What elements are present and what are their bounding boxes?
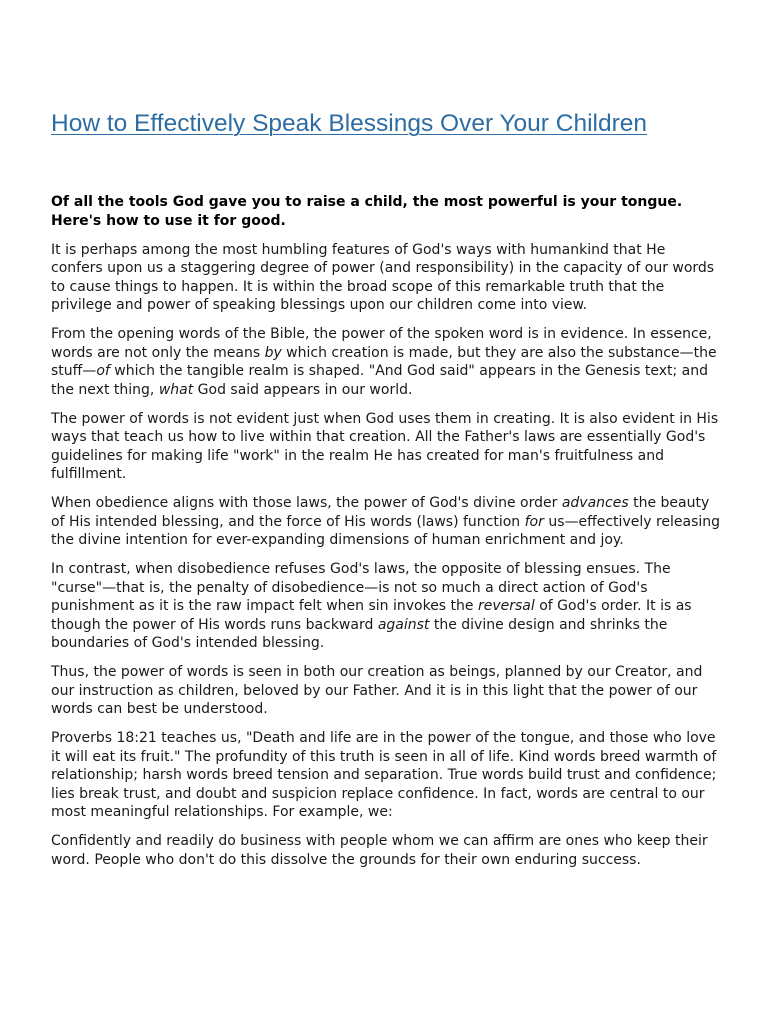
- article-body: [51, 193, 721, 880]
- text-run: which creation is made, but they are also the substance—the: [281, 344, 717, 361]
- emphasis-of: of: [96, 363, 110, 379]
- text-line: [51, 362, 721, 381]
- text-line: The power of words is not evident just when God uses them in creating. It is also evident in His: [51, 410, 719, 427]
- text-line: It is perhaps among the most humbling features of God's ways with humankind that He: [51, 241, 666, 258]
- text-run: us—effectively releasing: [543, 513, 721, 530]
- text-line: [51, 344, 721, 363]
- text-line: [51, 494, 721, 513]
- text-run: words are not only the means: [51, 344, 265, 361]
- text-run: of God's order. It is as: [534, 598, 692, 614]
- paragraph-5: [51, 560, 721, 653]
- paragraph-3: [51, 410, 721, 484]
- text-run: punishment as it is the raw impact felt when sin invokes the: [51, 598, 478, 614]
- text-line: words can best be understood.: [51, 701, 268, 717]
- text-line: lies break trust, and doubt and suspicion replace confidence. In fact, words are central to our: [51, 785, 705, 802]
- text-line: "curse"—that is, the penalty of disobedience—is not so much a direct action of God's: [51, 579, 648, 596]
- text-line: ways that teach us how to live within that creation. All the Father's laws are essentially God's: [51, 429, 706, 445]
- text-line: Thus, the power of words is seen in both our creation as beings, planned by our Creator, and: [51, 664, 703, 680]
- text-line: From the opening words of the Bible, the power of the spoken word is in evidence. In essence,: [51, 326, 712, 342]
- emphasis-what: what: [158, 381, 194, 398]
- text-line: fulfillment.: [51, 466, 127, 482]
- text-run: stuff—: [51, 363, 97, 379]
- text-line: to cause things to happen. It is within the broad scope of this remarkable truth that the: [51, 278, 665, 295]
- text-line: Here's how to use it for good.: [51, 212, 286, 229]
- text-line: [51, 597, 721, 616]
- emphasis-against: against: [377, 616, 430, 633]
- emphasis-by: by: [264, 344, 282, 361]
- emphasis-reversal: reversal: [477, 598, 535, 614]
- text-line: the divine intention for ever-expanding dimensions of human enrichment and joy.: [51, 532, 624, 548]
- text-run: the beauty: [628, 495, 710, 511]
- text-run: though the power of His words runs backward: [51, 616, 378, 633]
- paragraph-7: [51, 729, 721, 822]
- text-line: our instruction as children, beloved by our Father. And it is in this light that the power of our: [51, 682, 698, 699]
- text-line: relationship; harsh words breed tension and separation. True words build trust and confidence;: [51, 767, 717, 783]
- paragraph-6: [51, 663, 721, 719]
- text-line: privilege and power of speaking blessings upon our children come into view.: [51, 297, 588, 313]
- text-line: word. People who don't do this dissolve the grounds for their own enduring success.: [51, 851, 641, 868]
- emphasis-advances: advances: [561, 495, 629, 511]
- text-run: When obedience aligns with those laws, the power of God's divine order: [51, 495, 562, 511]
- article-title-link[interactable]: How to Effectively Speak Blessings Over Your Children: [51, 110, 648, 137]
- text-line: it will eat its fruit." The profundity of this truth is seen in all of life. Kind words breed warmth of: [51, 748, 717, 765]
- text-line: guidelines for making life "work" in the realm He has created for man's fruitfulness and: [51, 447, 664, 464]
- text-line: boundaries of God's intended blessing.: [51, 635, 325, 651]
- text-line: Confidently and readily do business with people whom we can affirm are ones who keep their: [51, 833, 708, 849]
- emphasis-for: for: [524, 513, 544, 530]
- text-line: Proverbs 18:21 teaches us, "Death and life are in the power of the tongue, and those who love: [51, 730, 716, 746]
- text-run: which the tangible realm is shaped. "And God said" appears in the Genesis text; and: [109, 363, 708, 379]
- text-line: [51, 616, 721, 635]
- paragraph-1: [51, 241, 721, 315]
- paragraph-4: [51, 494, 721, 550]
- text-run: of His intended blessing, and the force of His words (laws) function: [51, 513, 525, 530]
- text-line: [51, 381, 721, 400]
- text-line: most meaningful relationships. For example, we:: [51, 804, 393, 820]
- paragraph-2: [51, 325, 721, 399]
- text-line: Of all the tools God gave you to raise a child, the most powerful is your tongue.: [51, 194, 683, 210]
- paragraph-8: [51, 832, 721, 869]
- text-run: God said appears in our world.: [193, 381, 413, 398]
- text-run: the divine design and shrinks the: [429, 616, 668, 633]
- text-line: In contrast, when disobedience refuses God's laws, the opposite of blessing ensues. The: [51, 561, 671, 577]
- text-run: the next thing,: [51, 381, 159, 398]
- text-line: confers upon us a staggering degree of power (and responsibility) in the capacity of our words: [51, 260, 715, 276]
- lead-paragraph: [51, 193, 721, 230]
- text-line: [51, 513, 721, 532]
